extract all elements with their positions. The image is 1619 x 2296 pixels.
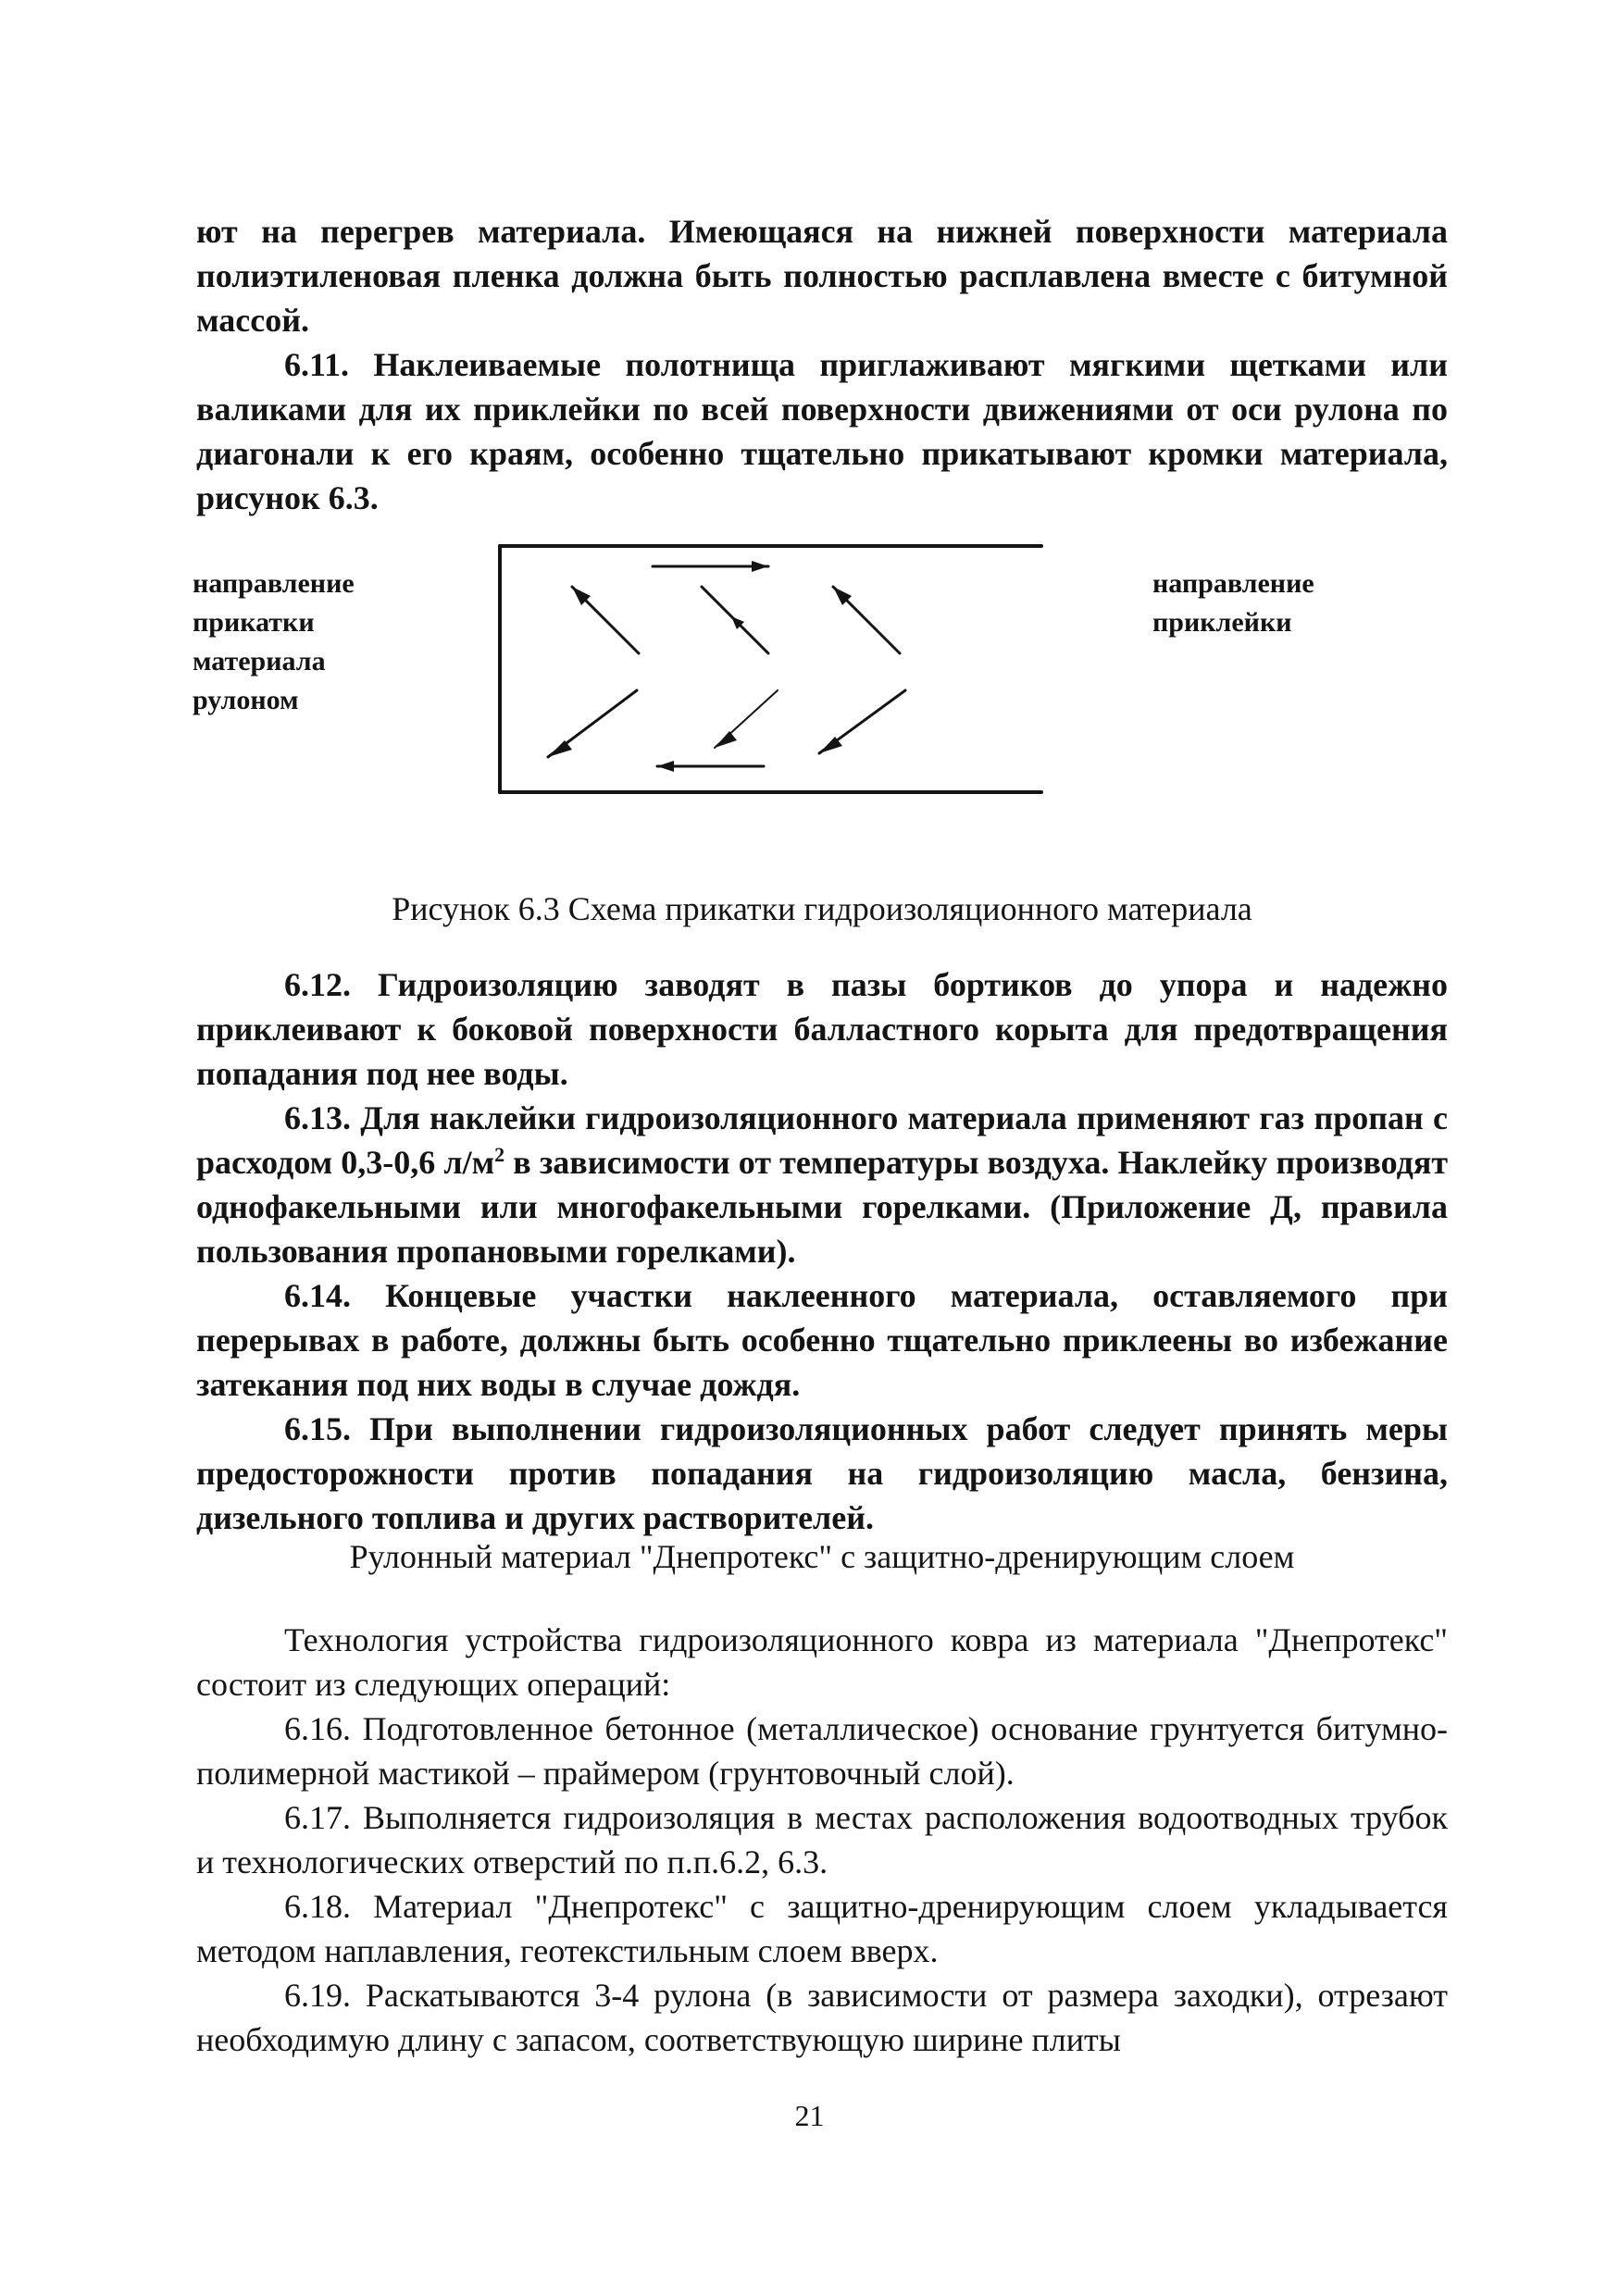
figure-caption: Рисунок 6.3 Схема прикатки гидроизоляционного материала bbox=[392, 890, 1252, 927]
paragraph-6-13-part-b: в зависимости от температуры воздуха. Наклейку производят однофакельными или многофакельными горелками. (Приложение Д, правила пользования пропановыми горелками). bbox=[196, 1144, 1449, 1270]
superscript-2: 2 bbox=[494, 1143, 505, 1166]
paragraphs-6-12-to-6-15 bbox=[196, 962, 1448, 1540]
paragraph-6-15: 6.15. При выполнении гидроизоляционных работ следует принять меры предосторожности против попадания на гидроизоляцию масла, бензина, дизельного топлива и других растворителей. bbox=[196, 1410, 1448, 1536]
paragraph-6-17: 6.17. Выполняется гидроизоляция в местах расположения водоотводных трубок и технологических отверстий по п.п.6.2, 6.3. bbox=[196, 1799, 1448, 1880]
label-line: прикатки bbox=[193, 607, 315, 638]
paragraph-6-13 bbox=[196, 1096, 1448, 1273]
page-number: 21 bbox=[794, 2099, 825, 2132]
label-line: направление bbox=[1152, 568, 1314, 599]
label-line: направление bbox=[193, 568, 355, 599]
arrowhead-lower-2 bbox=[715, 731, 737, 748]
arrowhead-bottom-edge bbox=[657, 761, 674, 772]
label-line: материала bbox=[193, 646, 326, 676]
section-heading: Рулонный материал "Днепротекс" с защитно-дренирующим слоем bbox=[349, 1538, 1295, 1575]
paragraph-6-12: 6.12. Гидроизоляцию заводят в пазы бортиков до упора и надежно приклеивают к боковой поверхности балластного корыта для предотвращения попадания под нее воды. bbox=[196, 966, 1448, 1092]
gluing-direction-label bbox=[1152, 565, 1393, 642]
intro-text bbox=[196, 209, 1448, 520]
paragraph-6-11: 6.11. Наклеиваемые полотнища приглаживают мягкими щетками или валиками для их приклейки по всей поверхности движениями от оси рулона по диагонали к его краям, особенно тщательно прикатывают кромки материала, рисунок 6.3. bbox=[196, 346, 1448, 516]
label-line: приклейки bbox=[1152, 607, 1292, 638]
rolling-direction-label bbox=[193, 565, 405, 720]
label-line: рулоном bbox=[193, 685, 299, 715]
paragraph-6-14: 6.14. Концевые участки наклеенного материала, оставляемого при перерывах в работе, должны быть особенно тщательно приклеены во избежание затекания под них воды в случае дождя. bbox=[196, 1277, 1448, 1403]
continuation-paragraph: ют на перегрев материала. Имеющаяся на нижней поверхности материала полиэтиленовая пленка должна быть полностью расплавлена вместе с битумной массой. bbox=[196, 213, 1448, 339]
paragraph-6-13-part-a: 6.13. Для наклейки гидроизоляционного материала применяют газ пропан с расходом 0,3-0,6 л/м bbox=[196, 1099, 1448, 1181]
paragraph-6-19: 6.19. Раскатываются 3-4 рулона (в зависимости от размера заходки), отрезают необходимую длину с запасом, соответствующую ширине плиты bbox=[196, 1977, 1448, 2058]
rolling-scheme-diagram bbox=[491, 535, 1046, 803]
technology-section bbox=[196, 1618, 1448, 2062]
paragraph-6-16: 6.16. Подготовленное бетонное (металлическое) основание грунтуется битумно-полимерной мастикой – праймером (грунтовочный слой). bbox=[196, 1710, 1448, 1792]
paragraph-6-18: 6.18. Материал "Днепротекс" с защитно-дренирующим слоем укладывается методом наплавления, геотекстильным слоем вверх. bbox=[196, 1888, 1448, 1969]
arrowhead-top-edge bbox=[752, 561, 768, 572]
technology-intro: Технология устройства гидроизоляционного ковра из материала "Днепротекс" состоит из следующих операций: bbox=[196, 1621, 1448, 1703]
